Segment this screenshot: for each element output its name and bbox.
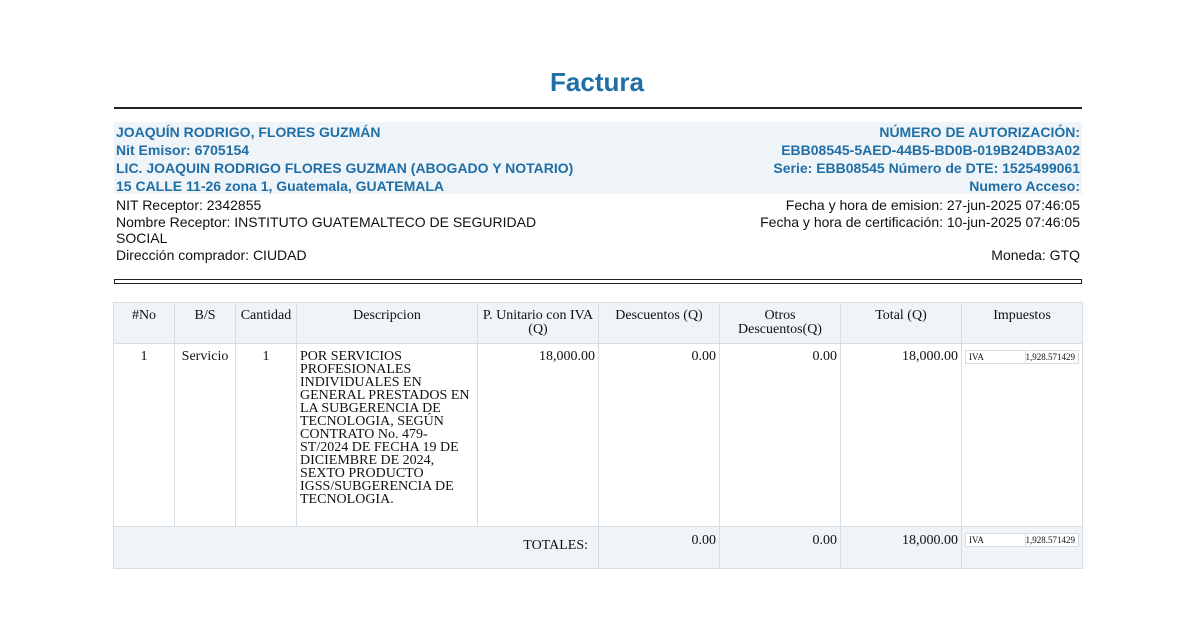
col-header-no: #No bbox=[114, 303, 175, 344]
col-header-description: Descripcion bbox=[297, 303, 478, 344]
receiver-nit: NIT Receptor: 2342855 bbox=[116, 197, 262, 213]
col-header-other-discounts: Otros Descuentos(Q) bbox=[720, 303, 841, 344]
col-header-quantity: Cantidad bbox=[236, 303, 297, 344]
totals-discounts: 0.00 bbox=[599, 527, 720, 569]
emission-datetime: Fecha y hora de emision: 27-jun-2025 07:46:05 bbox=[785, 197, 1080, 213]
item-tax-box bbox=[965, 350, 1079, 364]
item-description: POR SERVICIOS PROFESIONALES INDIVIDUALES EN GENERAL PRESTADOS EN LA SUBGERENCIA DE TECNOLOGIA, SEGÚN CONTRATO No. 479-ST/2024 DE FECHA 19 DE DICIEMBRE DE 2024, SEXTO PRODUCTO IGSS/SUBGERENCIA DE TECNOLOGIA. bbox=[297, 344, 478, 527]
invoice-items-table bbox=[113, 302, 1083, 569]
issuer-header-block bbox=[114, 122, 1082, 194]
totals-taxes-cell bbox=[962, 527, 1083, 569]
document-title: Factura bbox=[550, 67, 644, 97]
item-tax-amount: 1,928.571429 bbox=[1025, 352, 1075, 362]
item-bs: Servicio bbox=[175, 344, 236, 527]
totals-tax-name: IVA bbox=[966, 534, 1026, 546]
totals-other-discounts: 0.00 bbox=[720, 527, 841, 569]
totals-total: 18,000.00 bbox=[841, 527, 962, 569]
totals-row bbox=[114, 527, 1083, 569]
issuer-nit: Nit Emisor: 6705154 bbox=[116, 142, 250, 158]
item-quantity: 1 bbox=[236, 344, 297, 527]
table-row bbox=[114, 344, 1083, 527]
col-header-unit-price: P. Unitario con IVA (Q) bbox=[478, 303, 599, 344]
col-header-discounts: Descuentos (Q) bbox=[599, 303, 720, 344]
buyer-address: Dirección comprador: CIUDAD bbox=[116, 247, 307, 263]
totals-label: TOTALES: bbox=[114, 527, 599, 569]
totals-tax-amount: 1,928.571429 bbox=[1025, 535, 1075, 545]
issuer-name: JOAQUÍN RODRIGO, FLORES GUZMÁN bbox=[116, 124, 381, 140]
table-header-row bbox=[114, 303, 1083, 344]
access-number-label: Numero Acceso: bbox=[969, 178, 1080, 194]
col-header-taxes: Impuestos bbox=[962, 303, 1083, 344]
totals-tax-box bbox=[965, 533, 1079, 547]
authorization-label: NÚMERO DE AUTORIZACIÓN: bbox=[879, 124, 1080, 140]
receiver-name: Nombre Receptor: INSTITUTO GUATEMALTECO DE SEGURIDAD SOCIAL bbox=[116, 214, 537, 246]
certification-datetime: Fecha y hora de certificación: 10-jun-2025 07:46:05 bbox=[760, 214, 1080, 230]
col-header-total: Total (Q) bbox=[841, 303, 962, 344]
issuer-commercial-name: LIC. JOAQUIN RODRIGO FLORES GUZMAN (ABOGADO Y NOTARIO) bbox=[116, 160, 574, 176]
serie-dte-number: Serie: EBB08545 Número de DTE: 1525499061 bbox=[773, 160, 1080, 176]
item-tax-name: IVA bbox=[966, 351, 1026, 363]
item-taxes-cell bbox=[962, 344, 1083, 527]
item-total: 18,000.00 bbox=[841, 344, 962, 527]
item-unit-price: 18,000.00 bbox=[478, 344, 599, 527]
authorization-number: EBB08545-5AED-44B5-BD0B-019B24DB3A02 bbox=[781, 142, 1080, 158]
item-no: 1 bbox=[114, 344, 175, 527]
section-divider bbox=[114, 279, 1082, 284]
item-discounts: 0.00 bbox=[599, 344, 720, 527]
issuer-address: 15 CALLE 11-26 zona 1, Guatemala, GUATEMALA bbox=[116, 178, 445, 194]
title-divider bbox=[114, 107, 1082, 109]
col-header-bs: B/S bbox=[175, 303, 236, 344]
currency-label: Moneda: GTQ bbox=[991, 247, 1080, 263]
item-other-discounts: 0.00 bbox=[720, 344, 841, 527]
